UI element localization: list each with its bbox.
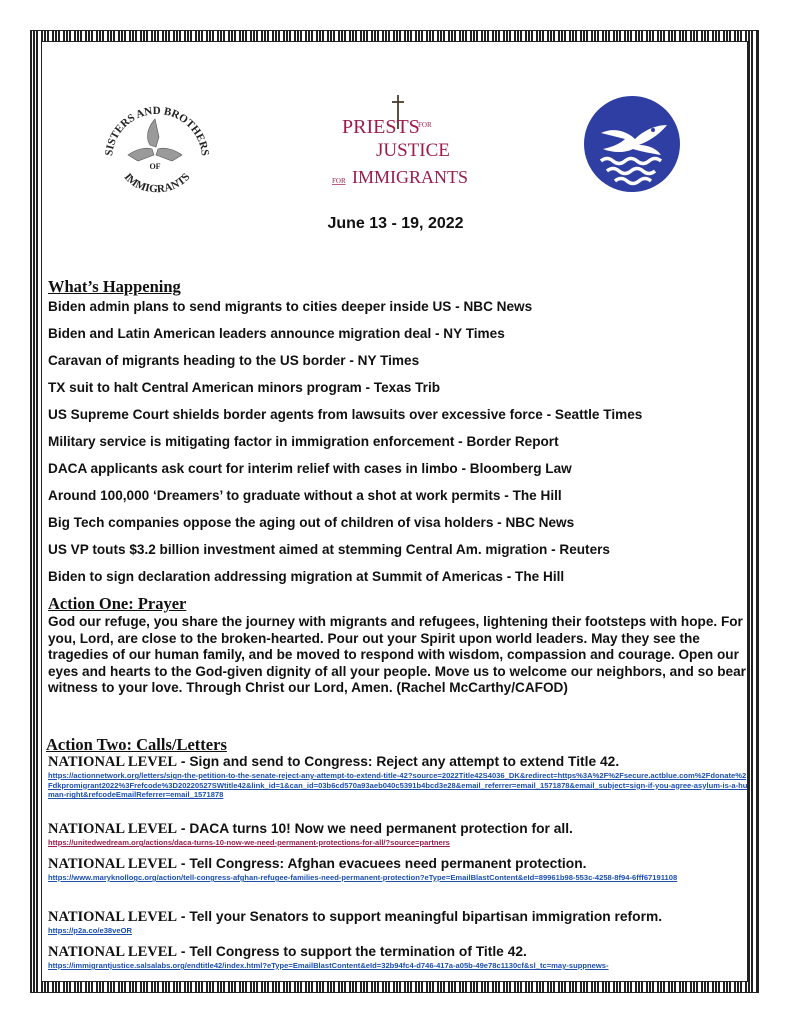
action-item-link[interactable]: https://p2a.co/e38veOR: [48, 926, 132, 935]
action-level-label: NATIONAL LEVEL: [48, 856, 178, 872]
action-one-heading: Action One: Prayer: [48, 594, 187, 613]
action-item: [48, 856, 750, 883]
action-level-label: NATIONAL LEVEL: [48, 944, 178, 960]
news-item[interactable]: Military service is mitigating factor in immigration enforcement - Border Report: [48, 434, 559, 449]
logo-immigrants-text: IMMIGRANTS: [352, 167, 469, 187]
hands-icon: [128, 119, 182, 161]
news-item[interactable]: DACA applicants ask court for interim relief with cases in limbo - Bloomberg Law: [48, 461, 572, 476]
logo-text-bottom: IMMIGRANTS: [121, 171, 193, 196]
news-item[interactable]: TX suit to halt Central American minors program - Texas Trib: [48, 380, 441, 395]
action-item-text: - Tell your Senators to support meaningful bipartisan immigration reform.: [177, 909, 663, 924]
logo-text-top: SISTERS AND BROTHERS: [103, 104, 211, 157]
news-item[interactable]: US Supreme Court shields border agents from lawsuits over excessive force - Seattle Times: [48, 407, 643, 422]
action-level-label: NATIONAL LEVEL: [48, 909, 178, 925]
action-item-link[interactable]: https://actionnetwork.org/letters/sign-the-petition-to-the-senate-reject-any-attempt-to-extend-title-42?source=2022Title42S4036_DK&redirect=https%3A%2F%2Fsecure.actblue.com%2Fdonate%2Fdkpromigrant2022%3Frefcode%3D20220527SWtitle42&link_id=1&can_id=03b6cd570a93aeb040c5391b4bcd3e28&email_referrer=email_1571878&email_subject=sign-if-you-agree-asylum-is-a-human-right&refcodeEmailReferrer=email_1571878: [48, 771, 748, 800]
sisters-brothers-immigrants-logo: [98, 97, 213, 197]
action-two-heading: Action Two: Calls/Letters: [46, 735, 227, 754]
logo-for-text-2: FOR: [332, 177, 346, 185]
action-level-label: NATIONAL LEVEL: [48, 821, 178, 837]
action-item: [48, 821, 750, 848]
action-item-title: [48, 856, 750, 873]
news-item[interactable]: US VP touts $3.2 billion investment aimed at stemming Central Am. migration - Reuters: [48, 542, 610, 557]
action-item-link[interactable]: https://immigrantjustice.salsalabs.org/endtitle42/index.html?eType=EmailBlastContent&eId=32b94fc4-d746-417a-a05b-49e78c1130cf&sl_tc=may-suppnews-: [48, 961, 609, 970]
action-item-link[interactable]: https://unitedwedream.org/actions/daca-turns-10-now-we-need-permanent-protections-for-all/?source=partners: [48, 838, 450, 847]
news-item[interactable]: Biden and Latin American leaders announce migration deal - NY Times: [48, 326, 505, 341]
action-item-link[interactable]: https://www.maryknollogc.org/action/tell-congress-afghan-refugee-families-need-permanent-protection?eType=EmailBlastContent&eId=89961b98-553c-4258-8f94-6fff67191108: [48, 873, 678, 882]
prayer-text: God our refuge, you share the journey with migrants and refugees, lightening their footsteps with hope. For you, Lord, are close to the broken-hearted. Pour out your Spirit upon world leaders. May they see the tragedies of our human family, and be moved to respond with wisdom, compassion and courage. Open our eyes and hearts to the God-given dignity of all your people. Move us to welcome our neighbors, and so bear witness to your love. Through Christ our Lord, Amen. (Rachel McCarthy/CAFOD): [48, 614, 746, 696]
news-item[interactable]: Biden admin plans to send migrants to cities deeper inside US - NBC News: [48, 299, 533, 314]
whats-happening-heading: What’s Happening: [48, 277, 181, 296]
logo-priests-text: PRIESTS: [342, 116, 420, 138]
priests-for-justice-logo: [330, 95, 480, 190]
svg-text:IMMIGRANTS: [122, 171, 193, 195]
news-item[interactable]: Biden to sign declaration addressing migration at Summit of Americas - The Hill: [48, 569, 565, 584]
action-level-label: NATIONAL LEVEL: [48, 754, 178, 770]
dove-over-waves-icon: [583, 95, 681, 193]
action-item: [48, 909, 750, 936]
action-item-text: - Tell Congress to support the termination of Title 42.: [177, 944, 527, 959]
news-list: [48, 297, 748, 594]
action-item-title: [48, 754, 750, 771]
news-item[interactable]: Big Tech companies oppose the aging out of children of visa holders - NBC News: [48, 515, 575, 530]
action-item-text: - DACA turns 10! Now we need permanent protection for all.: [177, 821, 573, 836]
logo-justice-text: JUSTICE: [376, 140, 450, 161]
news-item[interactable]: Caravan of migrants heading to the US border - NY Times: [48, 353, 420, 368]
logo-text-of: OF: [149, 162, 161, 171]
action-item-title: [48, 821, 750, 838]
action-item: [48, 754, 750, 800]
action-item-title: [48, 944, 750, 961]
action-item-text: - Tell Congress: Afghan evacuees need permanent protection.: [177, 856, 587, 871]
action-item-text: - Sign and send to Congress: Reject any attempt to extend Title 42.: [177, 754, 620, 769]
news-item[interactable]: Around 100,000 ‘Dreamers’ to graduate without a shot at work permits - The Hill: [48, 488, 562, 503]
date-range: June 13 - 19, 2022: [327, 215, 464, 232]
action-item-title: [48, 909, 750, 926]
action-item: [48, 944, 750, 971]
logo-for-text-1: FOR: [418, 121, 432, 129]
